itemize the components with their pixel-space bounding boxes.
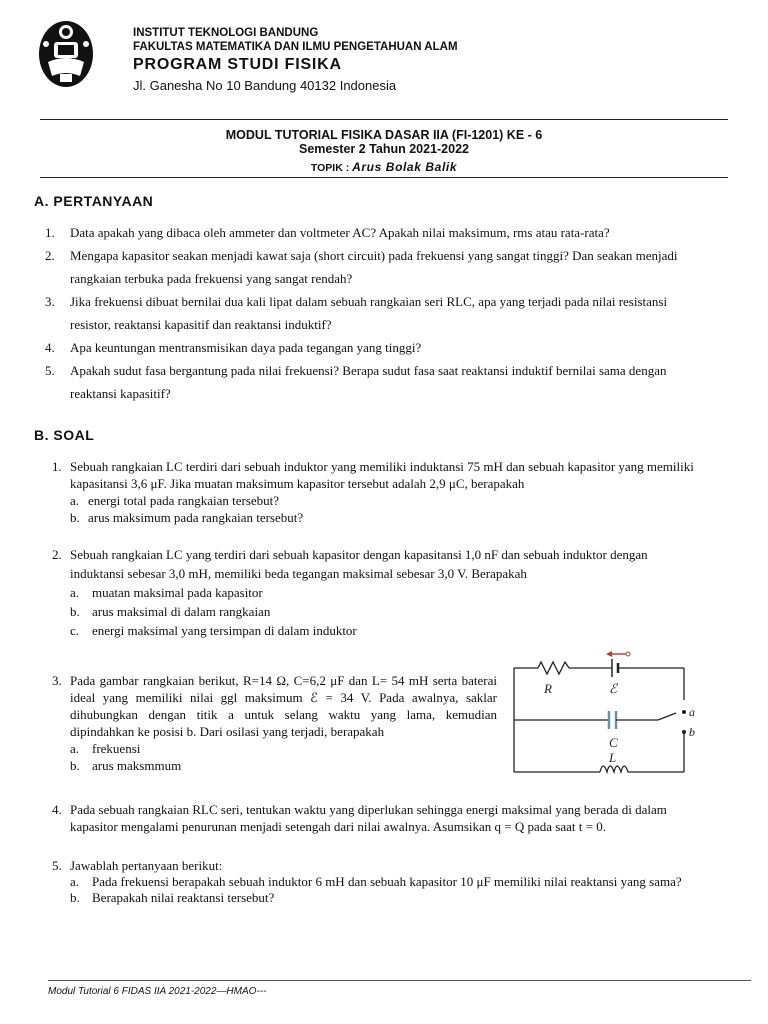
sub-text: Pada frekuensi berapakah sebuah induktor 6 mH dan sebuah kapasitor 10 μF memiliki nilai reaktansi yang sama? [92, 874, 682, 889]
sub-item [70, 583, 702, 602]
address: Jl. Ganesha No 10 Bandung 40132 Indonesia [133, 78, 397, 93]
item-number: 2. [45, 248, 55, 263]
list-item [40, 221, 700, 244]
sub-item [70, 890, 702, 906]
resistor-symbol [538, 662, 569, 674]
problem-5 [52, 858, 702, 906]
program-name: PROGRAM STUDI FISIKA [133, 56, 342, 73]
semester-line: Semester 2 Tahun 2021-2022 [298, 142, 469, 156]
sub-text: frekuensi [92, 741, 141, 756]
problem-number: 1. [52, 459, 62, 474]
label-a: a [689, 705, 695, 719]
sub-letter: a. [70, 493, 80, 508]
sub-letter: b. [70, 758, 80, 773]
section-b-heading: B. SOAL [34, 427, 95, 443]
emf-arrowhead [606, 651, 612, 657]
sub-text: arus maksimum pada rangkaian tersebut? [88, 510, 304, 525]
item-number: 1. [45, 225, 55, 240]
problem-number: 5. [52, 858, 62, 873]
institution-name [133, 26, 458, 54]
title-divider [40, 177, 728, 178]
module-title: MODUL TUTORIAL FISIKA DASAR IIA (FI-1201) KE - 6 [225, 128, 543, 142]
switch-arm [658, 713, 676, 720]
item-text: Apa keuntungan mentransmisikan daya pada tegangan yang tinggi? [70, 340, 422, 355]
problem-3 [52, 672, 497, 774]
problem-text: Jawablah pertanyaan berikut: [70, 858, 223, 873]
list-item [40, 290, 700, 336]
sub-item [70, 492, 702, 509]
sub-text: arus maksimal di dalam rangkaian [92, 604, 271, 619]
problem-2 [52, 545, 702, 640]
sub-letter: a. [70, 741, 80, 756]
header-divider [40, 119, 728, 120]
sub-text: Berapakah nilai reaktansi tersebut? [92, 890, 275, 905]
label-r: R [544, 681, 552, 696]
sub-item [70, 757, 497, 774]
label-l: L [609, 750, 617, 765]
problem-number: 2. [52, 547, 62, 562]
item-text: Jika frekuensi dibuat bernilai dua kali lipat dalam sebuah rangkaian seri RLC, apa yang terjadi pada nilai resistansi resistor, reaktansi kapasitif dan reaktansi induktif? [70, 294, 668, 332]
question-list [40, 221, 700, 405]
problem-text: Sebuah rangkaian LC terdiri dari sebuah induktor yang memiliki induktansi 75 mH dan sebuah kapasitor yang memiliki kapasitansi 3,6 μF. Jika muatan maksimum kapasitor tersebut adalah 2,9 μC, berapakah [70, 459, 694, 491]
emf-dot [626, 652, 630, 656]
item-text: Mengapa kapasitor seakan menjadi kawat saja (short circuit) pada frekuensi yang sangat tinggi? Dan seakan menjadi rangkaian terbuka pada frekuensi yang sangat rendah? [70, 248, 678, 286]
inductor-symbol [600, 766, 628, 772]
sub-item [70, 874, 702, 890]
institution-line: INSTITUT TEKNOLOGI BANDUNG [133, 27, 319, 39]
item-number: 3. [45, 294, 55, 309]
sub-text: muatan maksimal pada kapasitor [92, 585, 263, 600]
sub-item [70, 621, 702, 640]
sub-item [70, 509, 702, 526]
item-text: Data apakah yang dibaca oleh ammeter dan voltmeter AC? Apakah nilai maksimum, rms atau rata-rata? [70, 225, 610, 240]
label-b: b [689, 725, 695, 739]
item-number: 4. [45, 340, 55, 355]
sub-letter: a. [70, 585, 80, 600]
footer-text: Modul Tutorial 6 FIDAS IIA 2021-2022—HMAO--- [48, 986, 267, 997]
sub-letter: b. [70, 890, 80, 905]
section-a-heading: A. PERTANYAAN [34, 193, 154, 209]
label-emf: ℰ [609, 681, 617, 696]
sub-text: energi total pada rangkaian tersebut? [88, 493, 280, 508]
list-item [40, 336, 700, 359]
sub-letter: b. [70, 510, 80, 525]
sub-letter: a. [70, 874, 80, 889]
problem-1 [52, 458, 702, 526]
item-number: 5. [45, 363, 55, 378]
sub-item [70, 602, 702, 621]
problem-text: Pada sebuah rangkaian RLC seri, tentukan waktu yang diperlukan sehingga energi maksimal yang berada di dalam kapasitor mengalami penurunan menjadi setengah dari nilai awalnya. Asumsikan q = Q pada saat t = 0. [70, 802, 667, 834]
list-item [40, 244, 700, 290]
problem-number: 3. [52, 673, 62, 688]
sub-letter: b. [70, 604, 80, 619]
label-c: C [609, 735, 618, 750]
faculty-line: FAKULTAS MATEMATIKA DAN ILMU PENGETAHUAN ALAM [133, 41, 458, 53]
problem-text: Sebuah rangkaian LC yang terdiri dari sebuah kapasitor dengan kapasitansi 1,0 nF dan sebuah induktor dengan induktansi sebesar 3,0 mH, memiliki beda tegangan maksimal sebesar 3,0 V. Berapakah [70, 547, 648, 581]
itb-logo [36, 14, 96, 88]
topic-value: Arus Bolak Balik [352, 160, 458, 174]
item-text: Apakah sudut fasa bergantung pada nilai frekuensi? Berapa sudut fasa saat reaktansi induktif bernilai sama dengan reaktansi kapasitif? [70, 363, 667, 401]
footer-divider [48, 980, 751, 981]
rlc-circuit-diagram [508, 650, 698, 785]
problem-4 [52, 801, 702, 835]
sub-item [70, 740, 497, 757]
switch-contact-a [682, 710, 686, 714]
topic-label: TOPIK : [310, 162, 350, 174]
sub-text: arus maksmmum [92, 758, 182, 773]
list-item [40, 359, 700, 405]
sub-letter: c. [70, 623, 80, 638]
sub-text: energi maksimal yang tersimpan di dalam induktor [92, 623, 357, 638]
problem-text: Pada gambar rangkaian berikut, R=14 Ω, C=6,2 μF dan L= 54 mH serta baterai ideal yang memiliki nilai ggl maksimum ℰ = 34 V. Pada awalnya, saklar dihubungkan dengan titik a untuk selang waktu yang lama, kemudian dipindahkan ke posisi b. Dari osilasi yang terjadi, berapakah [70, 673, 497, 739]
problem-number: 4. [52, 802, 62, 817]
topic-line [0, 160, 768, 174]
